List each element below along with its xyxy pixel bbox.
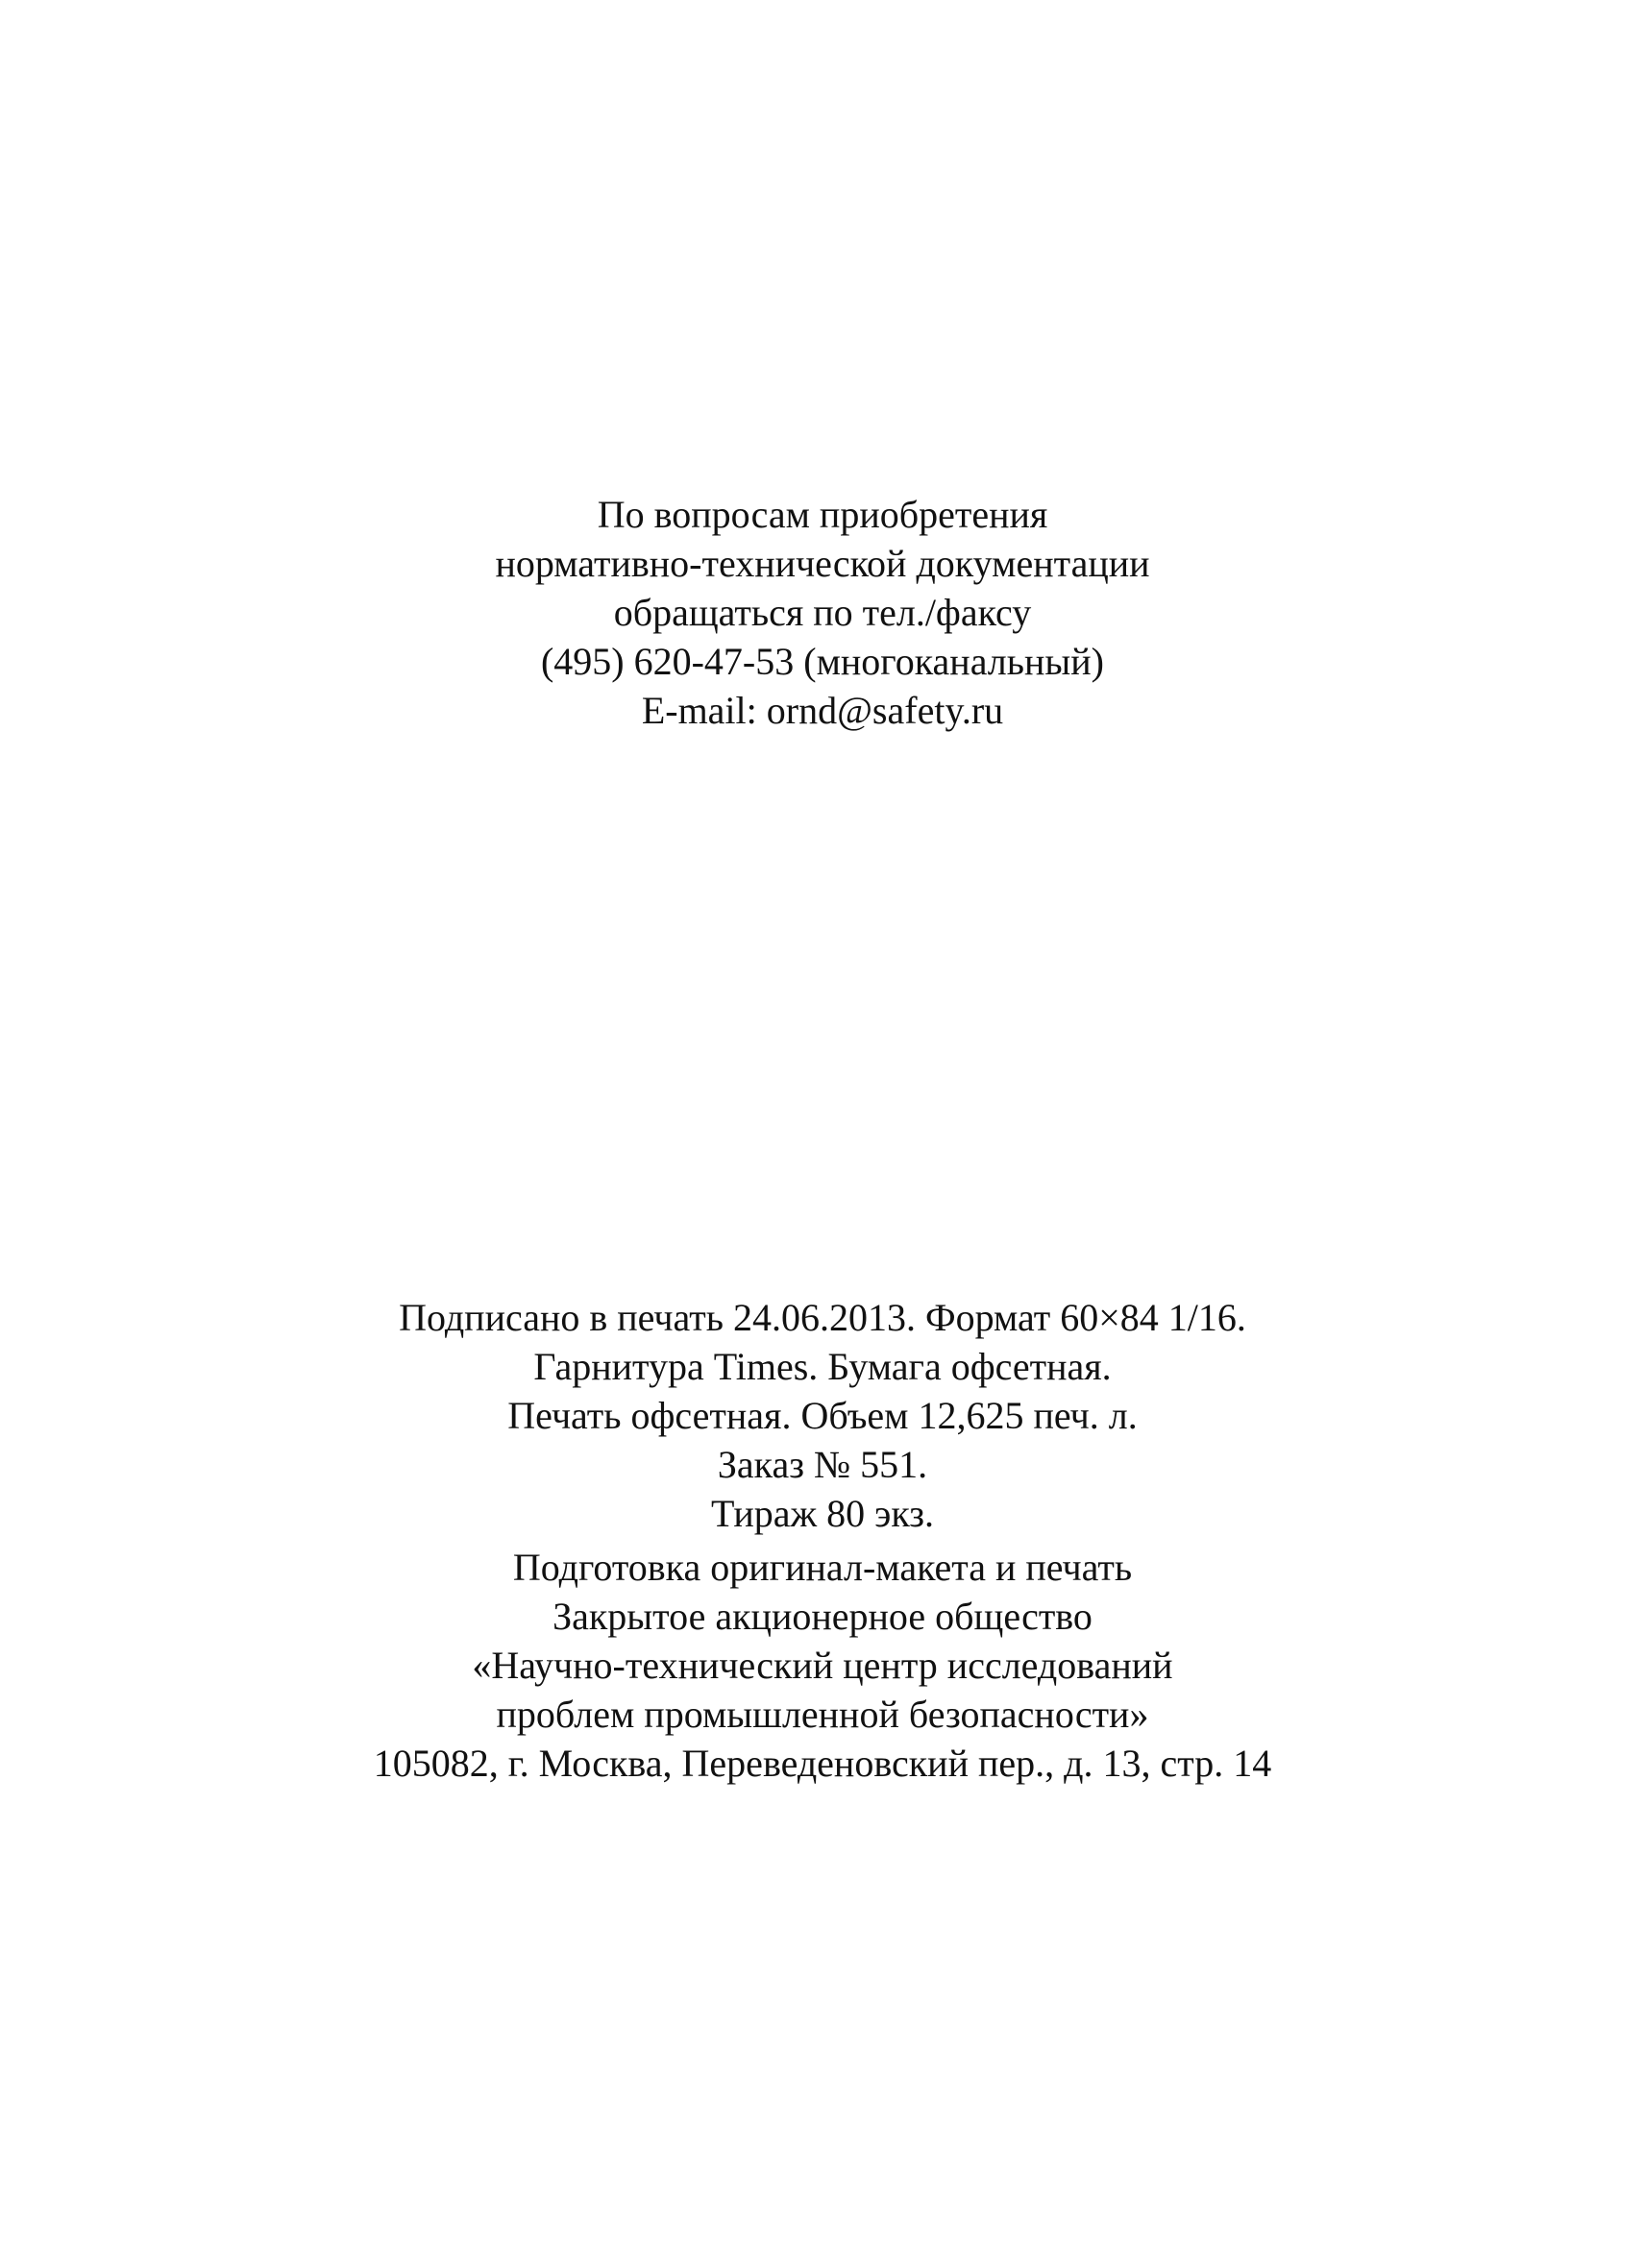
contacts-line-purchase: По вопросам приобретения [597, 493, 1048, 536]
printer-preparation: Подготовка оригинал-макета и печать [512, 1546, 1133, 1589]
imprint-block [0, 1293, 1645, 1538]
imprint-print-run: Тираж 80 экз. [710, 1492, 935, 1535]
printer-address: 105082, г. Москва, Переведеновский пер., д. 13, стр. 14 [373, 1742, 1272, 1785]
imprint-print-volume: Печать офсетная. Объем 12,625 печ. л. [507, 1394, 1138, 1437]
contacts-phone: (495) 620-47-53 (многоканальный) [540, 640, 1105, 683]
printer-block [0, 1543, 1645, 1788]
contacts-block [0, 490, 1645, 735]
printer-company-type: Закрытое акционерное общество [552, 1595, 1093, 1638]
imprint-typeface-paper: Гарнитура Times. Бумага офсетная. [533, 1345, 1112, 1388]
contacts-line-contact-by: обращаться по тел./факсу [613, 591, 1032, 634]
printer-company-name-2: проблем промышленной безопасности» [496, 1693, 1149, 1736]
imprint-signed-format: Подписано в печать 24.06.2013. Формат 60×84 1/16. [399, 1296, 1246, 1339]
imprint-order-number: Заказ № 551. [717, 1443, 928, 1486]
printer-company-name-1: «Научно-технический центр исследований [472, 1644, 1173, 1687]
contacts-email: E-mail: ornd@safety.ru [641, 689, 1004, 732]
contacts-line-documentation: нормативно-технической документации [495, 542, 1150, 585]
